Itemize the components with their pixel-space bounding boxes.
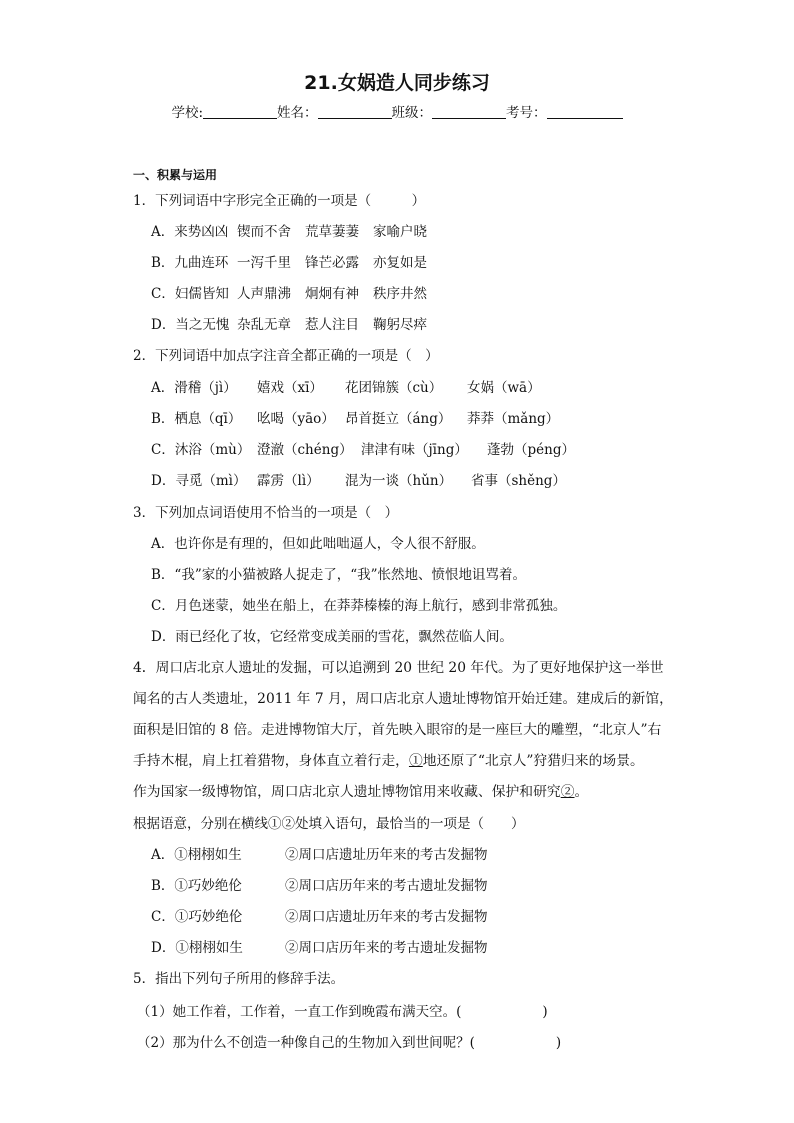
q4-paragraph-line [133, 783, 588, 801]
option-text: 嬉戏（xī） [257, 380, 323, 396]
class-blank[interactable] [432, 104, 506, 119]
q1-option-b[interactable] [151, 254, 427, 272]
q4-option-c[interactable] [151, 908, 488, 926]
exam-number-blank[interactable] [547, 104, 623, 119]
option-text: 秩序井然 [373, 286, 427, 302]
option-text: 省事（shěng） [471, 473, 566, 489]
blank-1[interactable]: ① [408, 753, 423, 769]
school-blank[interactable] [203, 104, 277, 119]
option-text: 一泻千里 [237, 255, 291, 271]
q4-paragraph-line [133, 752, 644, 770]
option-text: D．寻觅（mì） [151, 473, 247, 489]
q4-paragraph-line: 闻名的古人类遗址，2011 年 7 月，周口店北京人遗址博物馆开始迁建。建成后的新馆， [133, 691, 673, 707]
q5-item-1[interactable]: （1）她工作着，工作着，一直工作到晚霞布满天空。( ) [137, 1004, 548, 1020]
option-text: D．当之无愧 [151, 317, 230, 333]
student-info-row [0, 101, 794, 121]
option-text: 吆喝（yāo） [257, 411, 335, 427]
q2-option-b[interactable] [151, 410, 559, 428]
q4-instruction: 根据语意，分别在横线①②处填入语句，最恰当的一项是（ ） [133, 816, 525, 832]
option-text: 霹雳（lì） [257, 473, 320, 489]
option-text: 混为一谈（hǔn） [345, 473, 453, 489]
option-text: 花团锦簇（cù） [345, 380, 443, 396]
paragraph-text: 地还原了“北京人”狩猎归来的场景。 [422, 753, 644, 769]
section-heading: 一、积累与运用 [133, 168, 218, 182]
q2-option-c[interactable] [151, 441, 575, 459]
option-text: 家喻户晓 [373, 224, 427, 240]
q3-option-c[interactable]: C．月色迷蒙，她坐在船上，在莽莽榛榛的海上航行，感到非常孤独。 [151, 598, 567, 614]
q4-option-a[interactable] [151, 846, 488, 864]
option-text: ②周口店历年来的考古遗址发掘物 [285, 878, 488, 894]
option-text: B．九曲连环 [151, 255, 229, 271]
option-text: 莽莽（mǎng） [467, 411, 560, 427]
q5-item-2[interactable]: （2）那为什么不创造一种像自己的生物加入到世间呢？( ) [137, 1035, 562, 1051]
option-text: ②周口店遗址历年来的考古发掘物 [285, 909, 488, 925]
option-text: 昂首挺立（áng） [345, 411, 452, 427]
option-text: A．来势凶凶 [151, 224, 229, 240]
option-text: B．栖息（qī） [151, 411, 242, 427]
q2-option-a[interactable] [151, 379, 541, 397]
paragraph-text: 作为国家一级博物馆，周口店北京人遗址博物馆用来收藏、保护和研究 [133, 784, 561, 800]
q1-option-d[interactable] [151, 316, 427, 334]
option-text: 女娲（wā） [467, 380, 541, 396]
exam-number-label: 考号： [506, 105, 547, 121]
q4-paragraph-line: 4．周口店北京人遗址的发掘，可以追溯到 20 世纪 20 年代。为了更好地保护这一举世 [133, 660, 664, 676]
option-text: A．滑稽（jì） [151, 380, 237, 396]
blank-2[interactable]: ② [560, 784, 575, 800]
class-label: 班级： [391, 105, 433, 121]
name-label: 姓名： [277, 105, 318, 121]
page-title: 21.女娲造人同步练习 [304, 72, 490, 94]
option-text: C．沐浴（mù） [151, 442, 251, 458]
option-text: 澄澈（chéng） [257, 442, 353, 458]
option-text: 锋芒必露 [305, 255, 359, 271]
option-text: 鞠躬尽瘁 [373, 317, 427, 333]
q2-option-d[interactable] [151, 472, 566, 490]
q5-stem: 5．指出下列句子所用的修辞手法。 [133, 971, 345, 987]
q1-option-c[interactable] [151, 285, 427, 303]
q1-option-a[interactable] [151, 223, 427, 241]
option-text: 炯炯有神 [305, 286, 359, 302]
option-text: D．①栩栩如生 [151, 940, 243, 956]
paragraph-text: 手持木棍，肩上扛着猎物，身体直立着行走， [133, 753, 409, 769]
option-text: C．妇儒皆知 [151, 286, 229, 302]
option-text: 人声鼎沸 [237, 286, 291, 302]
option-text: B．①巧妙绝伦 [151, 878, 242, 894]
q3-option-a[interactable]: A．也许你是有理的，但如此咄咄逼人，令人很不舒服。 [151, 536, 485, 552]
option-text: 杂乱无章 [237, 317, 291, 333]
option-text: C．①巧妙绝伦 [151, 909, 243, 925]
option-text: 亦复如是 [373, 255, 427, 271]
q1-stem: 1．下列词语中字形完全正确的一项是（ ） [133, 193, 426, 209]
option-text: 蓬勃（péng） [487, 442, 575, 458]
q4-option-d[interactable] [151, 939, 488, 957]
option-text: ②周口店遗址历年来的考古发掘物 [285, 847, 488, 863]
q3-option-b[interactable]: B．“我”家的小猫被路人捉走了，“我”怅然地、愤恨地诅骂着。 [151, 567, 527, 583]
q3-option-d[interactable]: D．雨已经化了妆，它经常变成美丽的雪花，飘然莅临人间。 [151, 629, 513, 645]
option-text: 惹人注目 [305, 317, 359, 333]
option-text: ②周口店历年来的考古遗址发掘物 [285, 940, 488, 956]
option-text: A．①栩栩如生 [151, 847, 242, 863]
q4-paragraph-line: 面积是旧馆的 8 倍。走进博物馆大厅，首先映入眼帘的是一座巨大的雕塑，“北京人”右 [133, 722, 662, 738]
option-text: 荒草萋萋 [305, 224, 359, 240]
paragraph-text: 。 [574, 784, 589, 800]
option-text: 津津有味（jīng） [361, 442, 468, 458]
school-label: 学校: [171, 105, 204, 121]
name-blank[interactable] [318, 104, 392, 119]
q3-stem: 3．下列加点词语使用不恰当的一项是（ ） [133, 505, 399, 521]
q2-stem: 2．下列词语中加点字注音全都正确的一项是（ ） [133, 348, 439, 364]
q4-option-b[interactable] [151, 877, 488, 895]
option-text: 锲而不舍 [237, 224, 291, 240]
